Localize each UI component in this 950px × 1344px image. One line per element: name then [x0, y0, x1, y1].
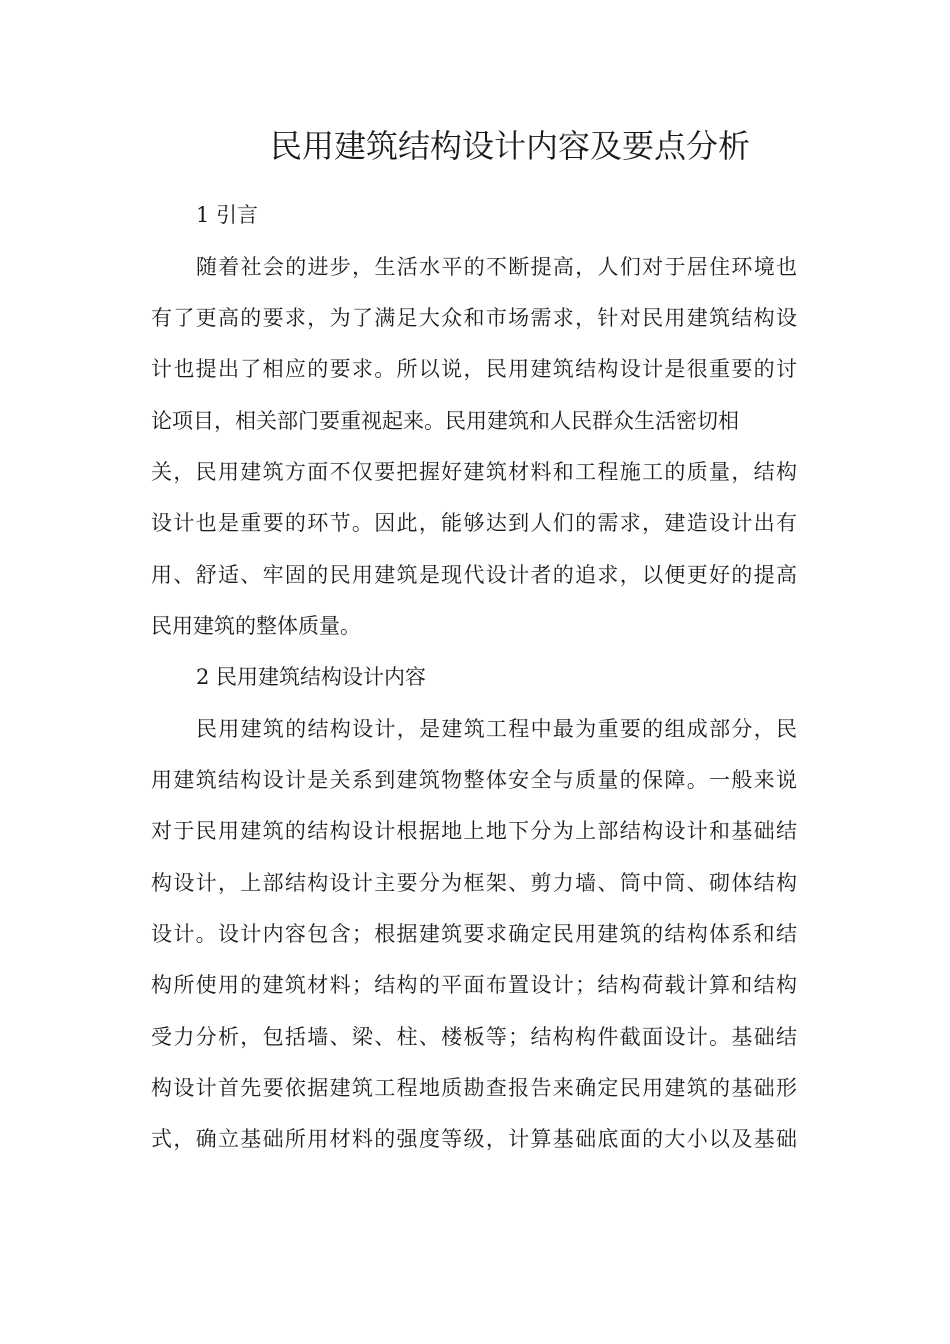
paragraph-line: 计也提出了相应的要求。所以说，民用建筑结构设计是很重要的讨: [151, 357, 797, 381]
paragraph-line: 民用建筑的结构设计，是建筑工程中最为重要的组成部分，民: [196, 717, 797, 741]
paragraph-line: 式，确立基础所用材料的强度等级，计算基础底面的大小以及基础: [151, 1127, 797, 1151]
paragraph-line: 构设计首先要依据建筑工程地质勘查报告来确定民用建筑的基础形: [151, 1076, 797, 1100]
paragraph-line: 构所使用的建筑材料；结构的平面布置设计；结构荷载计算和结构: [151, 973, 797, 997]
paragraph-line: 构设计，上部结构设计主要分为框架、剪力墙、筒中筒、砌体结构: [151, 871, 797, 895]
document-title: 民用建筑结构设计内容及要点分析: [269, 127, 750, 165]
paragraph-line: 受力分析，包括墙、梁、柱、楼板等；结构构件截面设计。基础结: [151, 1025, 797, 1049]
paragraph-line: 用建筑结构设计是关系到建筑物整体安全与质量的保障。一般来说: [151, 768, 797, 792]
section-heading-design-content: 2 民用建筑结构设计内容: [196, 665, 427, 689]
paragraph-line: 设计也是重要的环节。因此，能够达到人们的需求，建造设计出有: [151, 511, 797, 535]
paragraph-line: 对于民用建筑的结构设计根据地上地下分为上部结构设计和基础结: [151, 819, 797, 843]
paragraph-line: 有了更高的要求，为了满足大众和市场需求，针对民用建筑结构设: [151, 306, 797, 330]
paragraph-line: 随着社会的进步，生活水平的不断提高，人们对于居住环境也: [196, 255, 797, 279]
paragraph-line: 论项目，相关部门要重视起来。民用建筑和人民群众生活密切相: [151, 409, 739, 433]
paragraph-line: 民用建筑的整体质量。: [151, 614, 361, 638]
paragraph-line: 用、舒适、牢固的民用建筑是现代设计者的追求，以便更好的提高: [151, 563, 797, 587]
paragraph-line: 关，民用建筑方面不仅要把握好建筑材料和工程施工的质量，结构: [151, 460, 797, 484]
section-heading-introduction: 1 引言: [196, 203, 259, 227]
paragraph-line: 设计。设计内容包含；根据建筑要求确定民用建筑的结构体系和结: [151, 922, 797, 946]
